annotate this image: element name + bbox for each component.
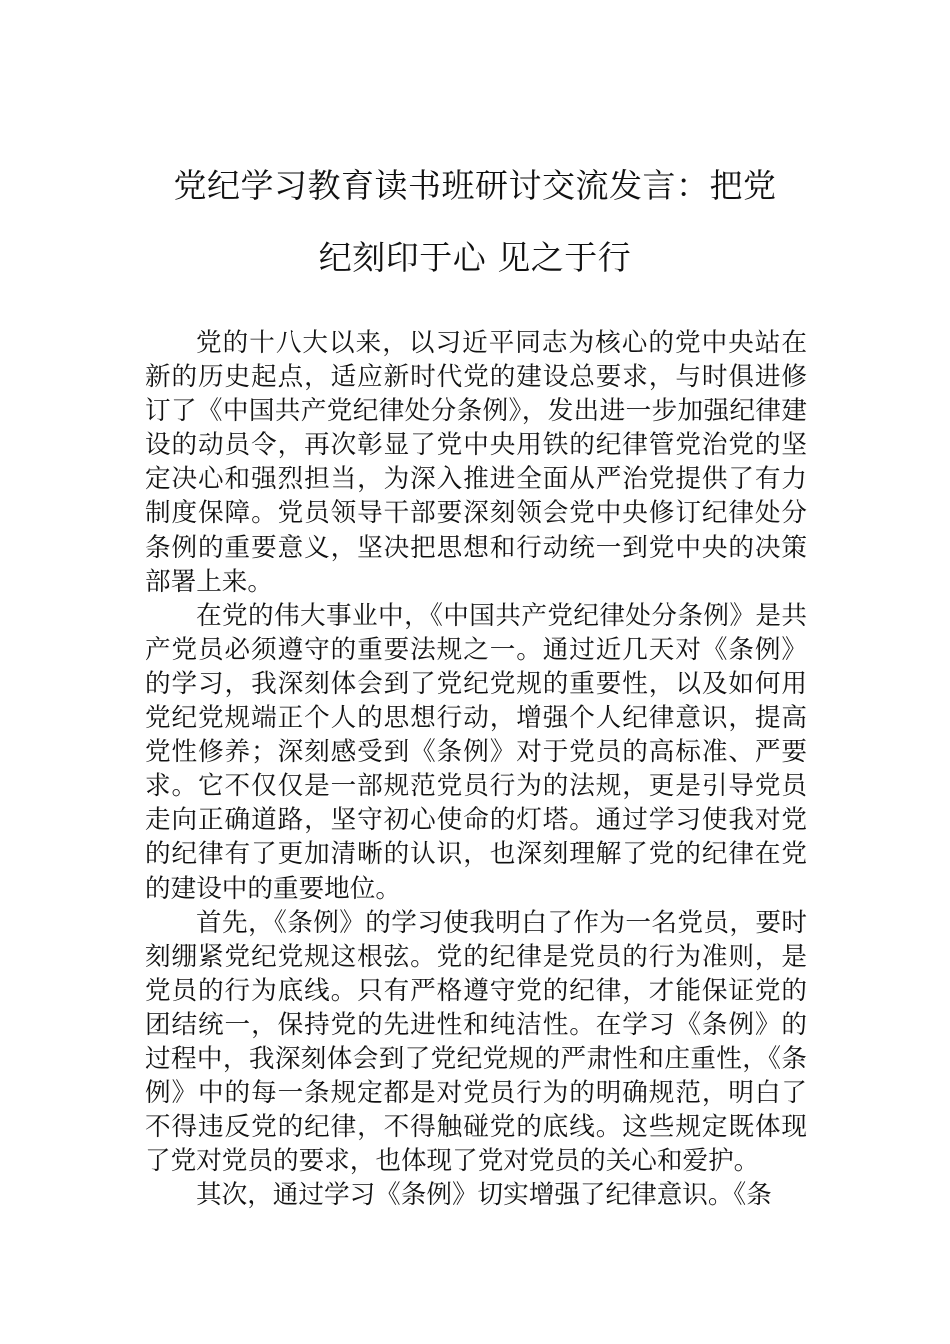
document-title-line-2: 纪刻印于心 见之于行 [318, 238, 632, 277]
document-body [145, 326, 807, 1212]
document-title-line-1: 党纪学习教育读书班研讨交流发言：把党 [173, 166, 777, 205]
paragraph: 首先，《条例》的学习使我明白了作为一名党员，要时刻绷紧党纪党规这根弦。党的纪律是党员的行为准则，是党员的行为底线。只有严格遵守党的纪律，才能保证党的团结统一，保持党的先进性和纯洁性。在学习《条例》的过程中，我深刻体会到了党纪党规的严肃性和庄重性，《条例》中的每一条规定都是对党员行为的明确规范，明白了不得违反党的纪律，不得触碰党的底线。这些规定既体现了党对党员的要求，也体现了党对党员的关心和爱护。 [145, 907, 807, 1177]
paragraph: 党的十八大以来，以习近平同志为核心的党中央站在新的历史起点，适应新时代党的建设总要求，与时俱进修订了《中国共产党纪律处分条例》，发出进一步加强纪律建设的动员令，再次彰显了党中央用铁的纪律管党治党的坚定决心和强烈担当，为深入推进全面从严治党提供了有力制度保障。党员领导干部要深刻领会党中央修订纪律处分条例的重要意义，坚决把思想和行动统一到党中央的决策部署上来。 [145, 328, 807, 597]
paragraph: 其次，通过学习《条例》切实增强了纪律意识。《条 [196, 1180, 772, 1211]
paragraph: 在党的伟大事业中，《中国共产党纪律处分条例》是共产党员必须遵守的重要法规之一。通过近几天对《条例》的学习，我深刻体会到了党纪党规的重要性，以及如何用党纪党规端正个人的思想行动，增强个人纪律意识，提高党性修养；深刻感受到《条例》对于党员的高标准、严要求。它不仅仅是一部规范党员行为的法规，更是引导党员走向正确道路，坚守初心使命的灯塔。通过学习使我对党的纪律有了更加清晰的认识，也深刻理解了党的纪律在党的建设中的重要地位。 [145, 600, 807, 904]
